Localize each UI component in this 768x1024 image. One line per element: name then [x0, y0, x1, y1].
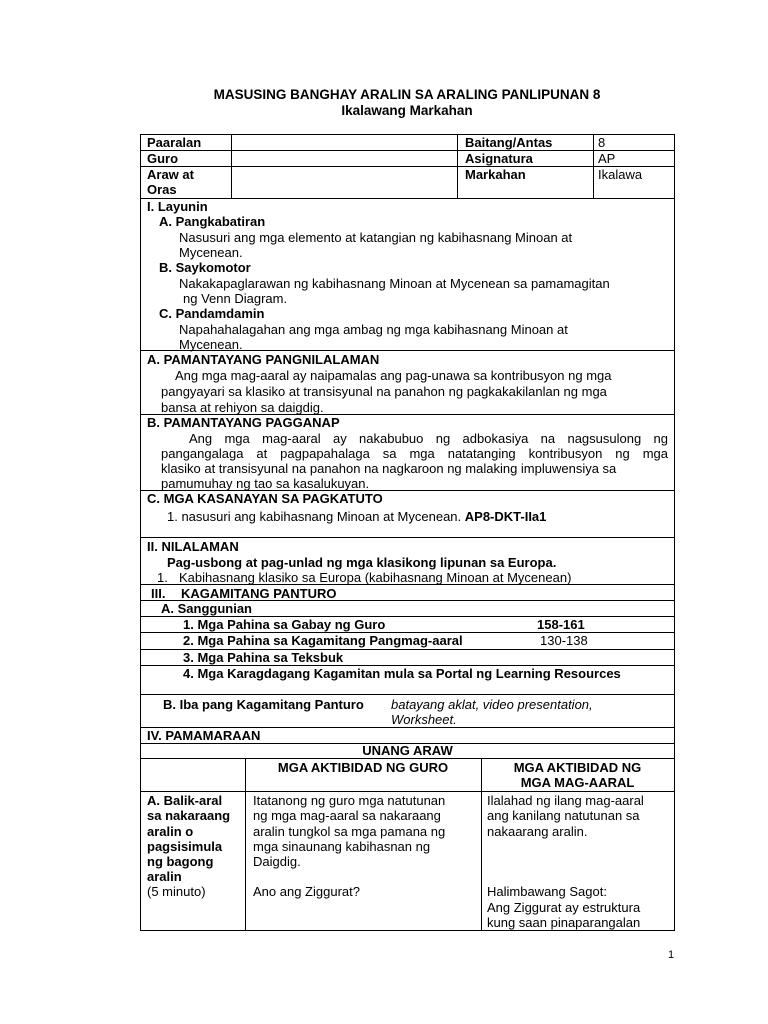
- sanggunian-heading: A. Sanggunian: [161, 601, 252, 616]
- nilalaman-subheading: Pag-usbong at pag-unlad ng mga klasikong lipunan sa Europa.: [167, 555, 557, 570]
- guro-activity-line-2: ng mga mag-aaral sa nakaraang: [253, 808, 441, 823]
- kagamitang-pangmag-aaral-pages: 130-138: [540, 633, 588, 648]
- col-mag-aaral-header-1: MGA AKTIBIDAD NG: [513, 760, 642, 775]
- document-subtitle: Ikalawang Markahan: [341, 103, 473, 118]
- balik-aral-label-1: A. Balik-aral: [147, 793, 223, 808]
- guro-activity-line-5: Daigdig.: [253, 854, 301, 869]
- pandamdamin-text-2: Mycenean.: [179, 337, 243, 352]
- col-guro-header: MGA AKTIBIDAD NG GURO: [277, 760, 449, 775]
- pangnilalaman-text-2: pangyayari sa klasiko at transisyunal na panahon ng pagkakakilanlan ng mga: [161, 384, 607, 399]
- pagganap-text-3: klasiko at transisyunal na panahon na nagkaroon ng malaking impluwensiya sa: [161, 461, 617, 476]
- pangnilalaman-text-1: Ang mga mag-aaral ay naipamalas ang pag-unawa sa kontribusyon ng mga: [175, 368, 612, 383]
- saykomotor-heading: B. Saykomotor: [159, 260, 251, 275]
- mag-aaral-answer-line-2: Ang Ziggurat ay estruktura: [487, 900, 641, 915]
- page-number: 1: [668, 949, 675, 961]
- pandamdamin-text-1: Napahahalagahan ang mga ambag ng mga kabihasnang Minoan at: [179, 322, 568, 337]
- araw-label-line2: Oras: [147, 182, 177, 197]
- iba-pang-kagamitan-value-1: batayang aklat, video presentation,: [391, 697, 593, 712]
- guro-activity-line-1: Itatanong ng guro mga natutunan: [253, 793, 446, 808]
- gabay-guro-item: 1. Mga Pahina sa Gabay ng Guro: [183, 617, 386, 632]
- pagganap-text-1: Ang mga mag-aaral ay nakabubuo ng adbokasiya na nagsusulong ng: [189, 431, 668, 446]
- kasanayan-heading: C. MGA KASANAYAN SA PAGKATUTO: [147, 491, 383, 506]
- pamamaraan-heading: IV. PAMAMARAAN: [147, 728, 261, 743]
- balik-aral-label-6: aralin: [147, 869, 182, 884]
- kagamitan-heading: KAGAMITANG PANTURO: [181, 586, 337, 601]
- iba-pang-kagamitan-value-2: Worksheet.: [391, 712, 457, 727]
- kagamitan-heading-number: III.: [151, 586, 166, 601]
- section-line-6: [141, 584, 674, 585]
- markahan-value: Ikalawa: [598, 167, 643, 182]
- guro-question: Ano ang Ziggurat?: [253, 884, 360, 899]
- nilalaman-heading: II. NILALAMAN: [147, 539, 239, 554]
- araw-label-line1: Araw at: [147, 167, 194, 182]
- baitang-label: Baitang/Antas: [465, 135, 553, 150]
- asignatura-value: AP: [598, 151, 616, 166]
- kasanayan-code: AP8-DKT-IIa1: [464, 509, 547, 524]
- pangnilalaman-text-3: bansa at rehiyon sa daigdig.: [161, 400, 324, 415]
- mag-aaral-activity-line-3: nakaarang aralin.: [487, 824, 588, 839]
- layunin-heading: I. Layunin: [147, 199, 208, 214]
- mag-aaral-answer-line-3: kung saan pinaparangalan: [487, 915, 641, 930]
- section-line-1: [141, 198, 674, 199]
- saykomotor-text-1: Nakakapaglarawan ng kabihasnang Minoan at Mycenean sa pamamagitan: [179, 276, 610, 291]
- pagganap-text-4: pamumuhay ng tao sa kasalukuyan.: [161, 476, 370, 491]
- asignatura-label: Asignatura: [465, 151, 533, 166]
- guro-activity-line-4: mga sinaunang kabihasnan ng: [253, 839, 431, 854]
- nilalaman-item-text: Kabihasnang klasiko sa Europa (kabihasnang Minoan at Mycenean): [179, 570, 572, 585]
- pangkabatiran-text-2: Mycenean.: [179, 245, 243, 260]
- guro-activity-line-3: aralin tungkol sa mga pamana ng: [253, 824, 446, 839]
- balik-aral-label-3: aralin o: [147, 824, 194, 839]
- section-line-2: [141, 350, 674, 351]
- markahan-label: Markahan: [465, 167, 526, 182]
- balik-aral-time: (5 minuto): [147, 884, 206, 899]
- balik-aral-label-5: ng bagong: [147, 854, 214, 869]
- balik-aral-label-4: pagsisimula: [147, 839, 223, 854]
- section-line-5: [141, 537, 674, 538]
- pandamdamin-heading: C. Pandamdamin: [159, 306, 265, 321]
- paaralan-label: Paaralan: [147, 135, 202, 150]
- mag-aaral-answer-line-1: Halimbawang Sagot:: [487, 884, 607, 899]
- section-line-16: [141, 791, 674, 792]
- activity-divider-1: [245, 758, 246, 930]
- col-mag-aaral-header-2: MGA MAG-AARAL: [520, 775, 635, 790]
- nilalaman-item-number: 1.: [157, 570, 168, 585]
- mag-aaral-activity-line-1: Ilalahad ng ilang mag-aaral: [487, 793, 644, 808]
- kasanayan-item-text: 1. nasusuri ang kabihasnang Minoan at Mycenean.: [167, 509, 462, 524]
- guro-label: Guro: [147, 151, 179, 166]
- portal-resources-item: 4. Mga Karagdagang Kagamitan mula sa Portal ng Learning Resources: [183, 666, 621, 681]
- kagamitang-pangmag-aaral-item: 2. Mga Pahina sa Kagamitang Pangmag-aaral: [183, 633, 463, 648]
- section-line-15: [141, 758, 674, 759]
- pagganap-text-2: pangangalaga at pagpapahalaga sa mga natatanging kontribusyon ng mga: [161, 446, 668, 461]
- pangkabatiran-heading: A. Pangkabatiran: [159, 214, 266, 229]
- info-row-line-2: [141, 166, 674, 167]
- lesson-plan-table: [140, 134, 675, 931]
- baitang-value: 8: [598, 135, 606, 150]
- gabay-guro-pages: 158-161: [537, 617, 585, 632]
- pagganap-heading: B. PAMANTAYANG PAGGANAP: [147, 415, 340, 430]
- unang-araw-heading: UNANG ARAW: [362, 743, 453, 758]
- saykomotor-text-2: ng Venn Diagram.: [183, 291, 288, 306]
- teksbuk-item: 3. Mga Pahina sa Teksbuk: [183, 650, 344, 665]
- mag-aaral-activity-line-2: ang kanilang natutunan sa: [487, 808, 640, 823]
- iba-pang-kagamitan-label: B. Iba pang Kagamitang Panturo: [163, 697, 364, 712]
- document-title: MASUSING BANGHAY ARALIN SA ARALING PANLIPUNAN 8: [213, 87, 601, 102]
- section-line-12: [141, 694, 674, 695]
- pangnilalaman-heading: A. PAMANTAYANG PANGNILALAMAN: [147, 352, 380, 367]
- info-row-line-1: [141, 150, 674, 151]
- balik-aral-label-2: sa nakaraang: [147, 808, 231, 823]
- pangkabatiran-text-1: Nasusuri ang mga elemento at katangian ng kabihasnang Minoan at: [179, 230, 573, 245]
- kasanayan-item: [167, 509, 546, 524]
